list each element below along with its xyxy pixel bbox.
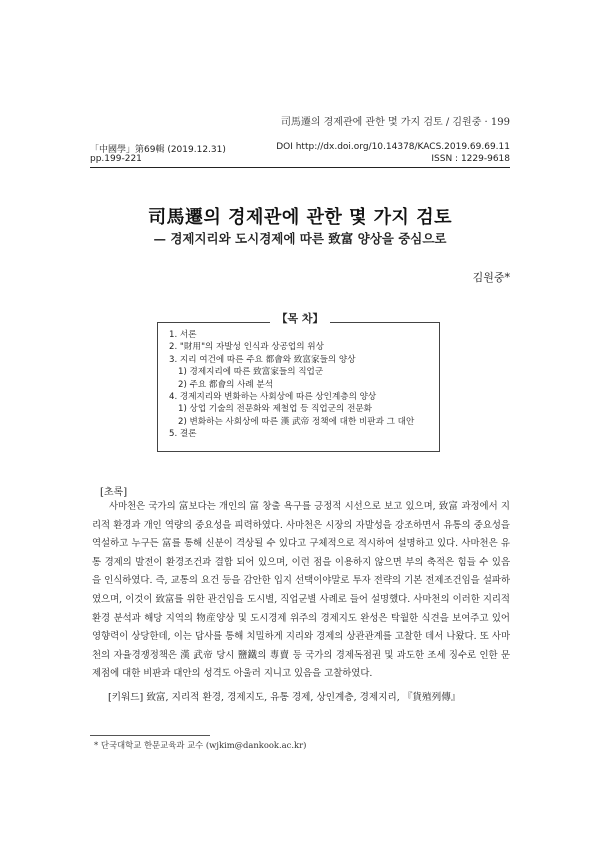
header-rule	[90, 167, 510, 168]
paper-title: 司馬遷의 경제관에 관한 몇 가지 검토	[148, 207, 452, 228]
journal-pages: pp.199-221	[90, 154, 142, 164]
footnote-rule	[90, 735, 210, 736]
toc-item: 3. 지리 여건에 따른 주요 都會와 致富家들의 양상	[169, 354, 356, 365]
footnote: * 단국대학교 한문교육과 교수 (wjkim@dankook.ac.kr)	[94, 740, 307, 750]
issn: ISSN : 1229-9618	[431, 154, 510, 164]
toc-item: 5. 결론	[169, 429, 197, 440]
toc-item: 4. 경제지리와 변화하는 사회상에 따른 상인계층의 양상	[169, 392, 377, 403]
toc-list	[169, 329, 414, 441]
toc-subitem: 1) 경제지리에 따른 致富家들의 직업군	[178, 367, 324, 378]
paper-subtitle: — 경제지리와 도시경제에 따른 致富 양상을 중심으로	[153, 231, 447, 246]
journal-name: 「中國學」第69輯 (2019.12.31)	[90, 145, 226, 155]
toc-subitem: 1) 상업 기술의 전문화와 제철업 등 직업군의 전문화	[178, 404, 372, 415]
running-header: 司馬遷의 경제관에 관한 몇 가지 검토 / 김원중 · 199	[280, 117, 510, 128]
toc-subitem: 2) 변화하는 사회상에 따른 漢 武帝 정책에 대한 비판과 그 대안	[178, 416, 415, 427]
keywords: [키워드] 致富, 지리적 환경, 경제지도, 유통 경제, 상인계층, 경제지리, 『貨殖列傳』	[108, 692, 461, 703]
toc-item: 2. "財用"의 자발성 인식과 상공업의 위상	[169, 342, 324, 353]
abstract-text: 사마천은 국가의 富보다는 개인의 富 창출 욕구를 긍정적 시선으로 보고 있으며, 致富 과정에서 지리적 환경과 개인 역량의 중요성을 피력하였다. 사마천은 시장의 자발성을 강조하면서 유통의 중요성을 역설하고 누구든 富를 통해 신분이 격상될 수 있다고 구체적으로 적시하여 설명하고 있다. 사마천은 유통 경제의 발전이 환경조건과 결합 되어 있으며, 이런 점을 이용하지 않으면 부의 축적은 힘들 수 있음을 인식하였다. 즉, 교통의 요건 등을 감안한 입지 선택이야말로 투자 전략의 기본 전제조건임을 설파하였으며, 이것이 致富를 위한 관건임을 도시별, 직업군별 사례로 들어 설명했다. 사마천의 이러한 지리적 환경 분석과 해당 지역의 物産양상 및 도시경제 위주의 경제지도 완성은 탁월한 식견을 보여주고 있어 영향력이 상당한데, 이는 답사를 통해 치밀하게 지리와 경제의 상관관계를 고찰한 데서 나왔다. 또 사마천의 자율경쟁정책은 漢 武帝 당시 鹽鐵의 專賣 등 국가의 경제독점권 및 과도한 조세 징수로 인한 문제점에 대한 비판과 대안의 성격도 아울러 지니고 있음을 고찰하였다.	[92, 501, 510, 680]
doi[interactable]: DOI http://dx.doi.org/10.14378/KACS.2019.69.69.11	[276, 142, 510, 152]
author-name: 김원중*	[472, 271, 510, 284]
abstract-label: [초록]	[100, 487, 128, 498]
toc-title: 【목 차】	[270, 310, 330, 326]
toc-item: 1. 서론	[169, 330, 197, 340]
toc-subitem: 2) 주요 都會의 사례 분석	[178, 379, 274, 390]
